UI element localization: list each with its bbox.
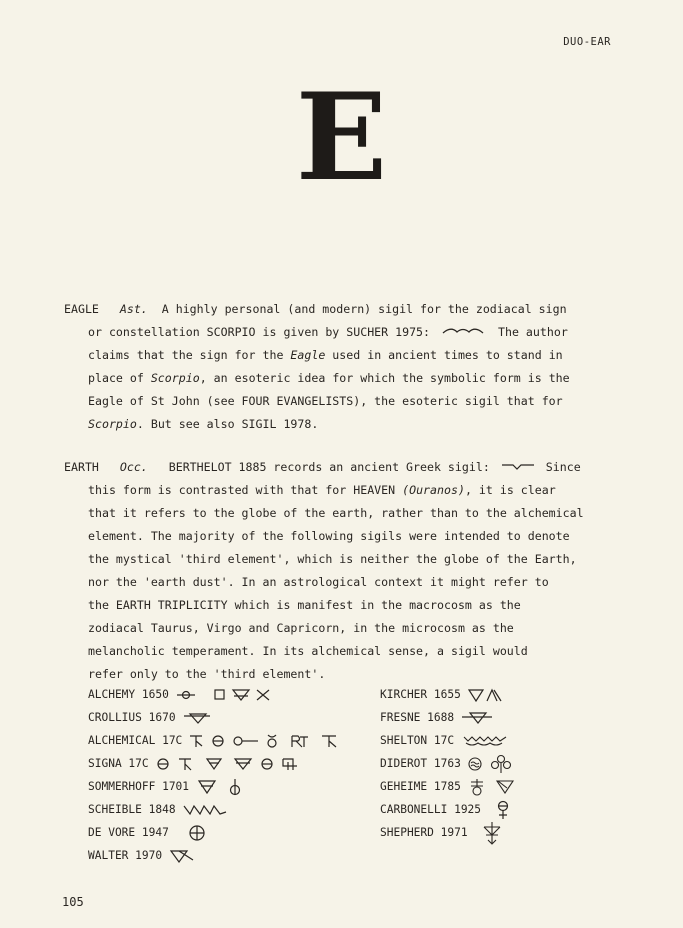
kircher-sigil-icon — [467, 687, 503, 703]
earth-domain: Occ. — [119, 460, 148, 474]
earth-text-2c: , it is clear — [464, 483, 556, 497]
eagle-text-1: A highly personal (and modern) sigil for the zodiacal sign — [161, 302, 567, 316]
earth-line-4: element. The majority of the following sigils were intended to denote — [88, 529, 570, 543]
sigil-label: WALTER 1970 — [88, 849, 163, 862]
eagle-text-3a: claims that the sign for the — [88, 348, 291, 362]
sigil-row-de-vore-1947 — [88, 821, 368, 844]
eagle-term: EAGLE — [64, 302, 99, 316]
sigil-list-right — [380, 683, 517, 844]
earth-line-8: zodiacal Taurus, Virgo and Capricorn, in the microcosm as the — [88, 621, 514, 635]
geheime-sigils-icon — [467, 778, 517, 796]
sigil-label: SHELTON 17C — [380, 734, 455, 747]
eagle-text-2b: The author — [498, 325, 568, 339]
crollius-sigil-icon — [182, 711, 212, 725]
page-number: 105 — [62, 895, 84, 909]
shepherd-sigil-icon — [474, 821, 510, 845]
eagle-line-5: Eagle of St John (see FOUR EVANGELISTS), the esoteric sigil that for — [88, 394, 563, 408]
sigil-label: SOMMERHOFF 1701 — [88, 780, 190, 793]
sigil-label: KIRCHER 1655 — [380, 688, 461, 701]
earth-term: EARTH — [64, 460, 99, 474]
sigil-row-alchemy-1650 — [88, 683, 368, 706]
earth-line-1 — [64, 456, 644, 479]
alchemical-sigils-icon — [188, 733, 368, 749]
sigil-label: ALCHEMY 1650 — [88, 688, 169, 701]
sigil-label: DIDEROT 1763 — [380, 757, 461, 770]
sigil-row-kircher-1655 — [380, 683, 517, 706]
sigil-label: CROLLIUS 1670 — [88, 711, 176, 724]
sigil-label: SCHEIBLE 1848 — [88, 803, 176, 816]
eagle-text-6a: Scorpio — [88, 417, 137, 431]
earth-text-1b: Since — [545, 460, 581, 474]
section-letter: E — [295, 67, 388, 208]
eagle-text-4c: , an esoteric idea for which the symbolic form is the — [199, 371, 570, 385]
sigil-row-geheime-1785 — [380, 775, 517, 798]
sigil-list-left — [88, 683, 368, 867]
eagle-entry — [64, 298, 644, 436]
earth-line-6: nor the 'earth dust'. In an astrological context it might refer to — [88, 575, 549, 589]
sigil-row-shepherd-1971 — [380, 821, 517, 844]
sigil-row-carbonelli-1925 — [380, 798, 517, 821]
scheible-sigil-icon — [182, 802, 228, 818]
eagle-line-6 — [64, 413, 644, 436]
carbonelli-sigil-icon — [487, 800, 517, 820]
eagle-line-1 — [64, 298, 644, 321]
eagle-text-2a: or constellation SCORPIO is given by SUCHER 1975: — [88, 325, 431, 339]
earth-line-9: melancholic temperament. In its alchemical sense, a sigil would — [88, 644, 528, 658]
alchemy-sigils-icon — [175, 688, 275, 702]
eagle-text-3c: used in ancient times to stand in — [325, 348, 563, 362]
sigil-label: SIGNA 17C — [88, 757, 149, 770]
sigil-row-diderot-1763 — [380, 752, 517, 775]
eagle-text-4a: place of — [88, 371, 151, 385]
earth-line-3: that it refers to the globe of the earth, rather than to the alchemical — [88, 506, 584, 520]
eagle-text-6b: . But see also SIGIL 1978. — [136, 417, 319, 431]
sigil-label: DE VORE 1947 — [88, 826, 169, 839]
greek-earth-sigil-icon — [501, 456, 535, 479]
sigil-row-walter-1970 — [88, 844, 368, 867]
sigil-row-sommerhoff-1701 — [88, 775, 368, 798]
sigil-label: CARBONELLI 1925 — [380, 803, 482, 816]
earth-text-2a: this form is contrasted with that for HEAVEN — [88, 483, 403, 497]
sigil-row-crollius-1670 — [88, 706, 368, 729]
earth-text-1a: BERTHELOT 1885 records an ancient Greek sigil: — [168, 460, 490, 474]
eagle-line-3 — [64, 344, 644, 367]
de-vore-sigil-icon — [175, 824, 215, 842]
earth-entry — [64, 456, 644, 686]
earth-line-10: refer only to the 'third element'. — [88, 667, 326, 681]
sigil-row-alchemical-17c — [88, 729, 368, 752]
sigil-label: FRESNE 1688 — [380, 711, 455, 724]
diderot-sigils-icon — [467, 754, 515, 774]
sigil-label: GEHEIME 1785 — [380, 780, 461, 793]
sigil-label: SHEPHERD 1971 — [380, 826, 468, 839]
running-head: DUO-EAR — [563, 36, 611, 48]
sigil-row-fresne-1688 — [380, 706, 517, 729]
shelton-sigil-icon — [460, 733, 510, 749]
eagle-line-4 — [64, 367, 644, 390]
sigil-row-scheible-1848 — [88, 798, 368, 821]
scorpio-eagle-sigil-icon — [441, 321, 487, 344]
earth-text-2b: (Ouranos) — [402, 483, 465, 497]
sigil-row-shelton-17c — [380, 729, 517, 752]
earth-line-5: the mystical 'third element', which is neither the globe of the Earth, — [88, 552, 577, 566]
walter-sigil-icon — [168, 848, 198, 864]
eagle-line-2 — [64, 321, 644, 344]
fresne-sigil-icon — [460, 711, 494, 725]
sommerhoff-sigils-icon — [195, 778, 251, 796]
eagle-text-4b: Scorpio — [150, 371, 200, 385]
earth-line-2 — [64, 479, 644, 502]
signa-sigils-icon — [155, 756, 335, 772]
eagle-text-3b: Eagle — [290, 348, 326, 362]
earth-line-7: the EARTH TRIPLICITY which is manifest in the macrocosm as the — [88, 598, 521, 612]
sigil-label: ALCHEMICAL 17C — [88, 734, 183, 747]
sigil-row-signa-17c — [88, 752, 368, 775]
eagle-domain: Ast. — [119, 302, 148, 316]
